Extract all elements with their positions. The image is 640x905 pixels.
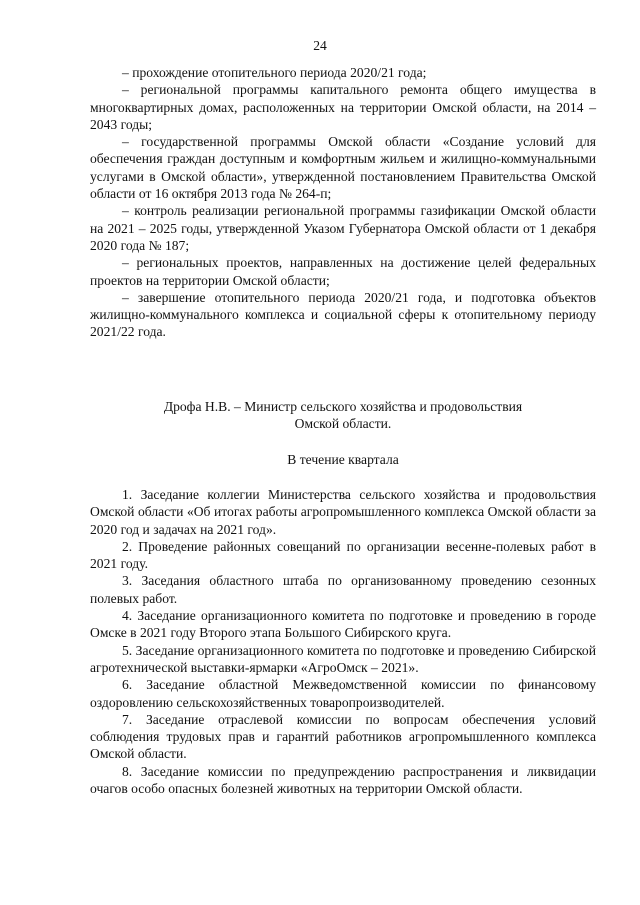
numbered-item: 2. Проведение районных совещаний по организации весенне-полевых работ в 2021 году. (90, 538, 596, 572)
official-title-line1: Дрофа Н.В. – Министр сельского хозяйства и продовольствия (163, 399, 523, 414)
list-item: – государственной программы Омской области «Создание условий для обеспечения граждан доступным и комфортным жильем и жилищно-коммунальными услугами в Омской области», утвержденной постановлением Правительства Омской области от 16 октября 2013 года № 264-п; (90, 134, 596, 202)
numbered-item: 5. Заседание организационного комитета по подготовке и проведению Сибирской агротехнической выставки-ярмарки «АгроОмск – 2021». (90, 642, 596, 675)
list-item: – региональных проектов, направленных на достижение целей федеральных проектов на территории Омской области; (90, 255, 596, 288)
list-item: – региональной программы капитального ремонта общего имущества в многоквартирных домах, расположенных на территории Омской области, на 2014 – 2043 годы; (90, 82, 596, 132)
official-title-line2: Омской области. (294, 416, 392, 431)
numbered-list (90, 486, 596, 797)
list-item: – завершение отопительного периода 2020/21 года, и подготовка объектов жилищно-коммунального комплекса и социальной сферы к отопительному периоду 2021/22 года. (90, 289, 596, 340)
page-number: 24 (313, 38, 327, 53)
list-item: – контроль реализации региональной программы газификации Омской области на 2021 – 2025 годы, утвержденной Указом Губернатора Омской области от 1 декабря 2020 года № 187; (90, 203, 596, 253)
numbered-item: 3. Заседания областного штаба по организованному проведению сезонных полевых работ. (90, 573, 596, 606)
numbered-item: 6. Заседание областной Межведомственной комиссии по финансовому оздоровлению сельскохозяйственных товаропроизводителей. (90, 677, 596, 710)
numbered-item: 7. Заседание отраслевой комиссии по вопросам обеспечения условий соблюдения трудовых прав и гарантий работников агропромышленного комплекса Омской области. (90, 711, 596, 762)
intro-list (90, 64, 596, 341)
numbered-item: 1. Заседание коллегии Министерства сельского хозяйства и продовольствия Омской области «Об итогах работы агропромышленного комплекса Омской области за 2020 год и задачах на 2021 год». (90, 487, 596, 537)
list-item: – прохождение отопительного периода 2020/21 года; (122, 65, 427, 80)
period-heading: В течение квартала (287, 452, 399, 467)
numbered-item: 8. Заседание комиссии по предупреждению распространения и ликвидации очагов особо опасных болезней животных на территории Омской области. (90, 763, 596, 797)
numbered-item: 4. Заседание организационного комитета по подготовке и проведению в городе Омске в 2021 году Второго этапа Большого Сибирского круга. (90, 608, 596, 641)
